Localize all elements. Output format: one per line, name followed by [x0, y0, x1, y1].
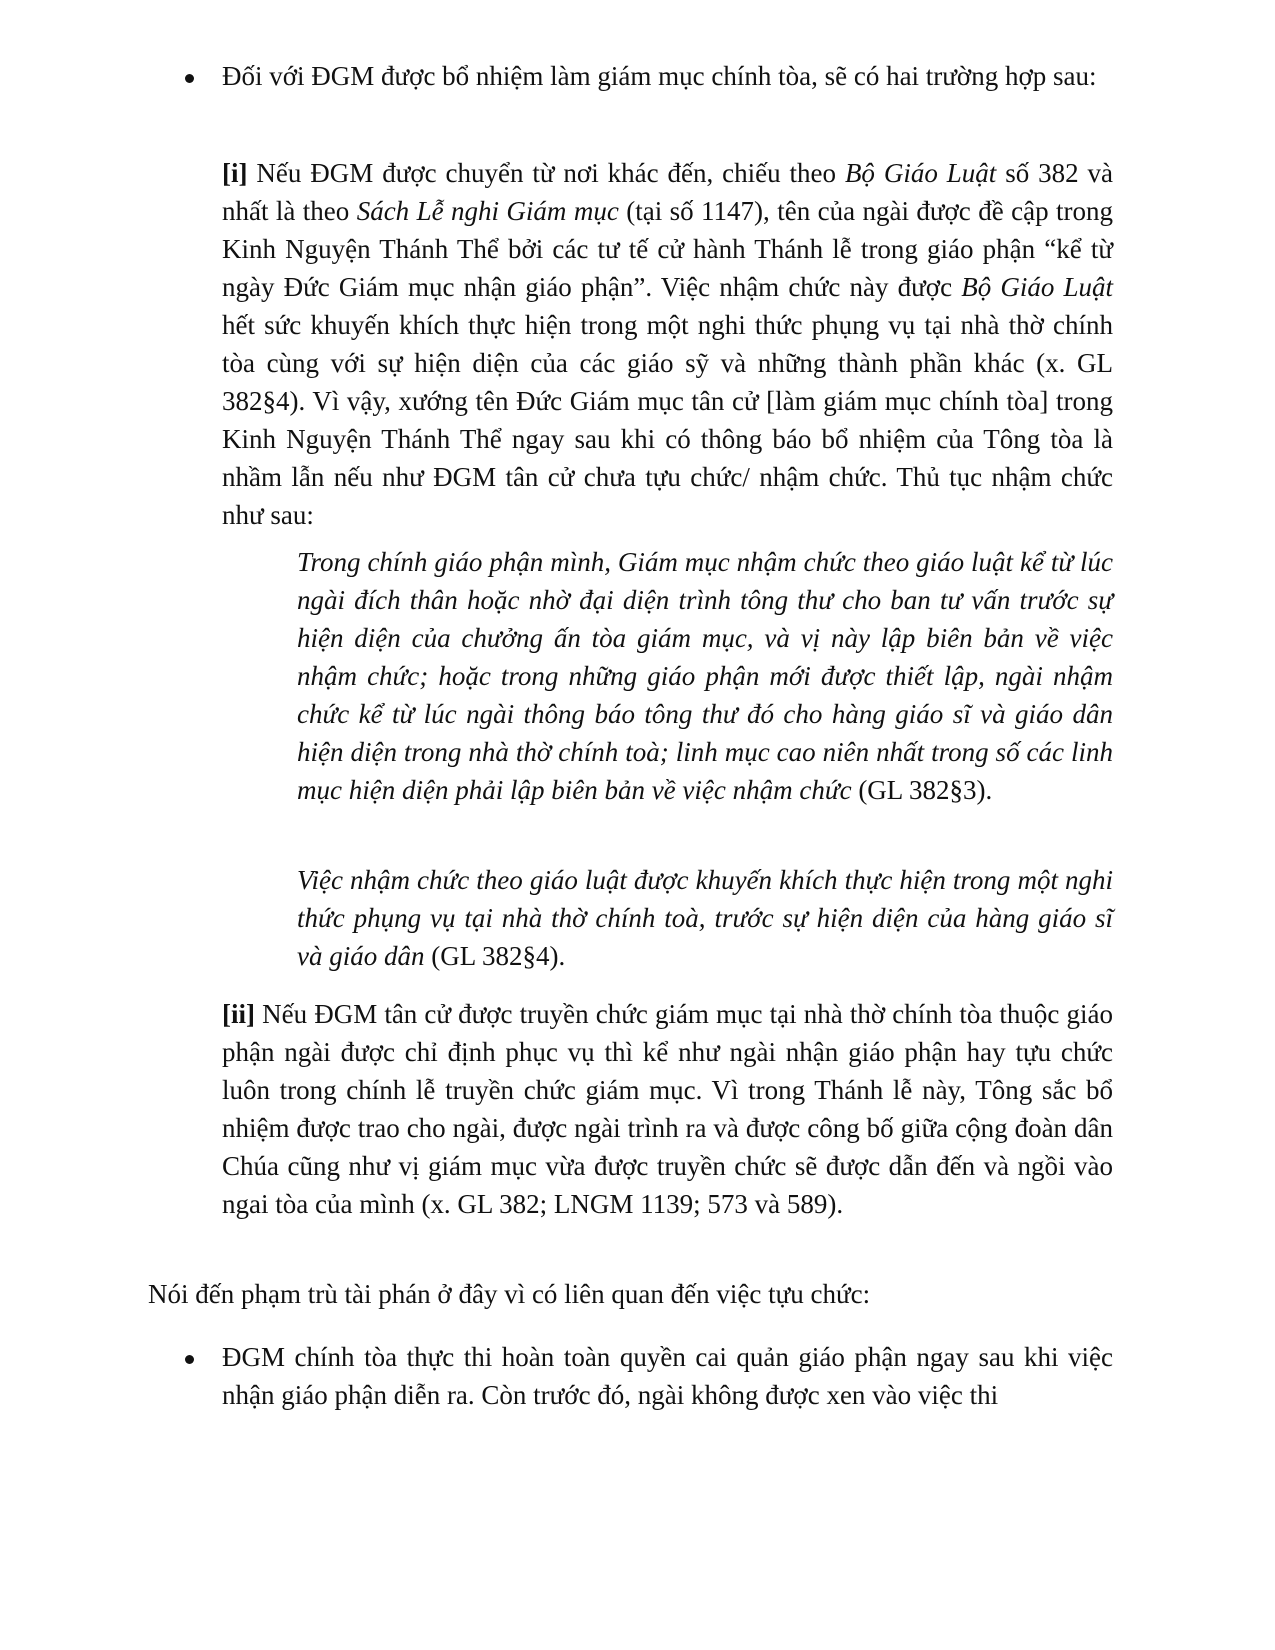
book-title-giao-luat: Bộ Giáo Luật — [844, 158, 997, 188]
canon-reference-1: (GL 382§3). — [851, 775, 993, 805]
main-paragraph — [148, 1275, 1113, 1313]
bullet-item-2 — [222, 1338, 1113, 1414]
book-title-le-nghi: Sách Lễ nghi Giám mục — [356, 196, 619, 226]
case-i-marker: [i] — [222, 158, 248, 188]
case-i-paragraph — [222, 154, 1113, 534]
bullet-2-text: ĐGM chính tòa thực thi hoàn toàn quyền cai quản giáo phận ngay sau khi việc nhận giáo phận diễn ra. Còn trước đó, ngài không được xen vào việc thi — [222, 1342, 1113, 1410]
canon-quote-1-text: Trong chính giáo phận mình, Giám mục nhậm chức theo giáo luật kể từ lúc ngài đích thân hoặc nhờ đại diện trình tông thư cho ban tư vấn trước sự hiện diện của chưởng ấn tòa giám mục, và vị này lập biên bản về việc nhậm chức; hoặc trong những giáo phận mới được thiết lập, ngài nhậm chức kể từ lúc ngài thông báo tông thư đó cho hàng giáo sĩ và giáo dân hiện diện trong nhà thờ chính toà; linh mục cao niên nhất trong số các linh mục hiện diện phải lập biên bản về việc nhậm chức (GL 382§3). — [297, 547, 1113, 805]
canon-reference-2: (GL 382§4). — [424, 941, 566, 971]
bullet-icon — [185, 74, 194, 83]
bullet-icon — [185, 1355, 194, 1364]
case-ii-text: [ii] Nếu ĐGM tân cử được truyền chức giám mục tại nhà thờ chính tòa thuộc giáo phận ngài được chỉ định phục vụ thì kể như ngài nhận giáo phận hay tựu chức luôn trong chính lễ truyền chức giám mục. Vì trong Thánh lễ này, Tông sắc bổ nhiệm được trao cho ngài, được ngài trình ra và được công bố giữa cộng đoàn dân Chúa cũng như vị giám mục vừa được truyền chức sẽ được dẫn đến và ngồi vào ngai tòa của mình (x. GL 382; LNGM 1139; 573 và 589). — [222, 999, 1113, 1219]
canon-quote-1 — [297, 543, 1113, 809]
main-paragraph-text: Nói đến phạm trù tài phán ở đây vì có liên quan đến việc tựu chức: — [148, 1279, 871, 1309]
canon-quote-2-text: Việc nhậm chức theo giáo luật được khuyến khích thực hiện trong một nghi thức phụng vụ tại nhà thờ chính toà, trước sự hiện diện của hàng giáo sĩ và giáo dân (GL 382§4). — [297, 865, 1113, 971]
case-ii-marker: [ii] — [222, 999, 255, 1029]
case-ii-paragraph — [222, 995, 1113, 1223]
bullet-1-text: Đối với ĐGM được bổ nhiệm làm giám mục chính tòa, sẽ có hai trường hợp sau: — [222, 61, 1097, 91]
canon-quote-2 — [297, 861, 1113, 975]
book-title-giao-luat-2: Bộ Giáo Luật — [961, 272, 1113, 302]
case-i-text: [i] Nếu ĐGM được chuyển từ nơi khác đến, chiếu theo Bộ Giáo Luật số 382 và nhất là theo Sách Lễ nghi Giám mục (tại số 1147), tên của ngài được đề cập trong Kinh Nguyện Thánh Thể bởi các tư tế cử hành Thánh lễ trong giáo phận “kể từ ngày Đức Giám mục nhận giáo phận”. Việc nhậm chức này được Bộ Giáo Luật hết sức khuyến khích thực hiện trong một nghi thức phụng vụ tại nhà thờ chính tòa cùng với sự hiện diện của các giáo sỹ và những thành phần khác (x. GL 382§4). Vì vậy, xướng tên Đức Giám mục tân cử [làm giám mục chính tòa] trong Kinh Nguyện Thánh Thể ngay sau khi có thông báo bổ nhiệm của Tông tòa là nhầm lẫn nếu như ĐGM tân cử chưa tựu chức/ nhậm chức. Thủ tục nhậm chức như sau: — [222, 158, 1114, 530]
bullet-item-1 — [222, 57, 1113, 95]
